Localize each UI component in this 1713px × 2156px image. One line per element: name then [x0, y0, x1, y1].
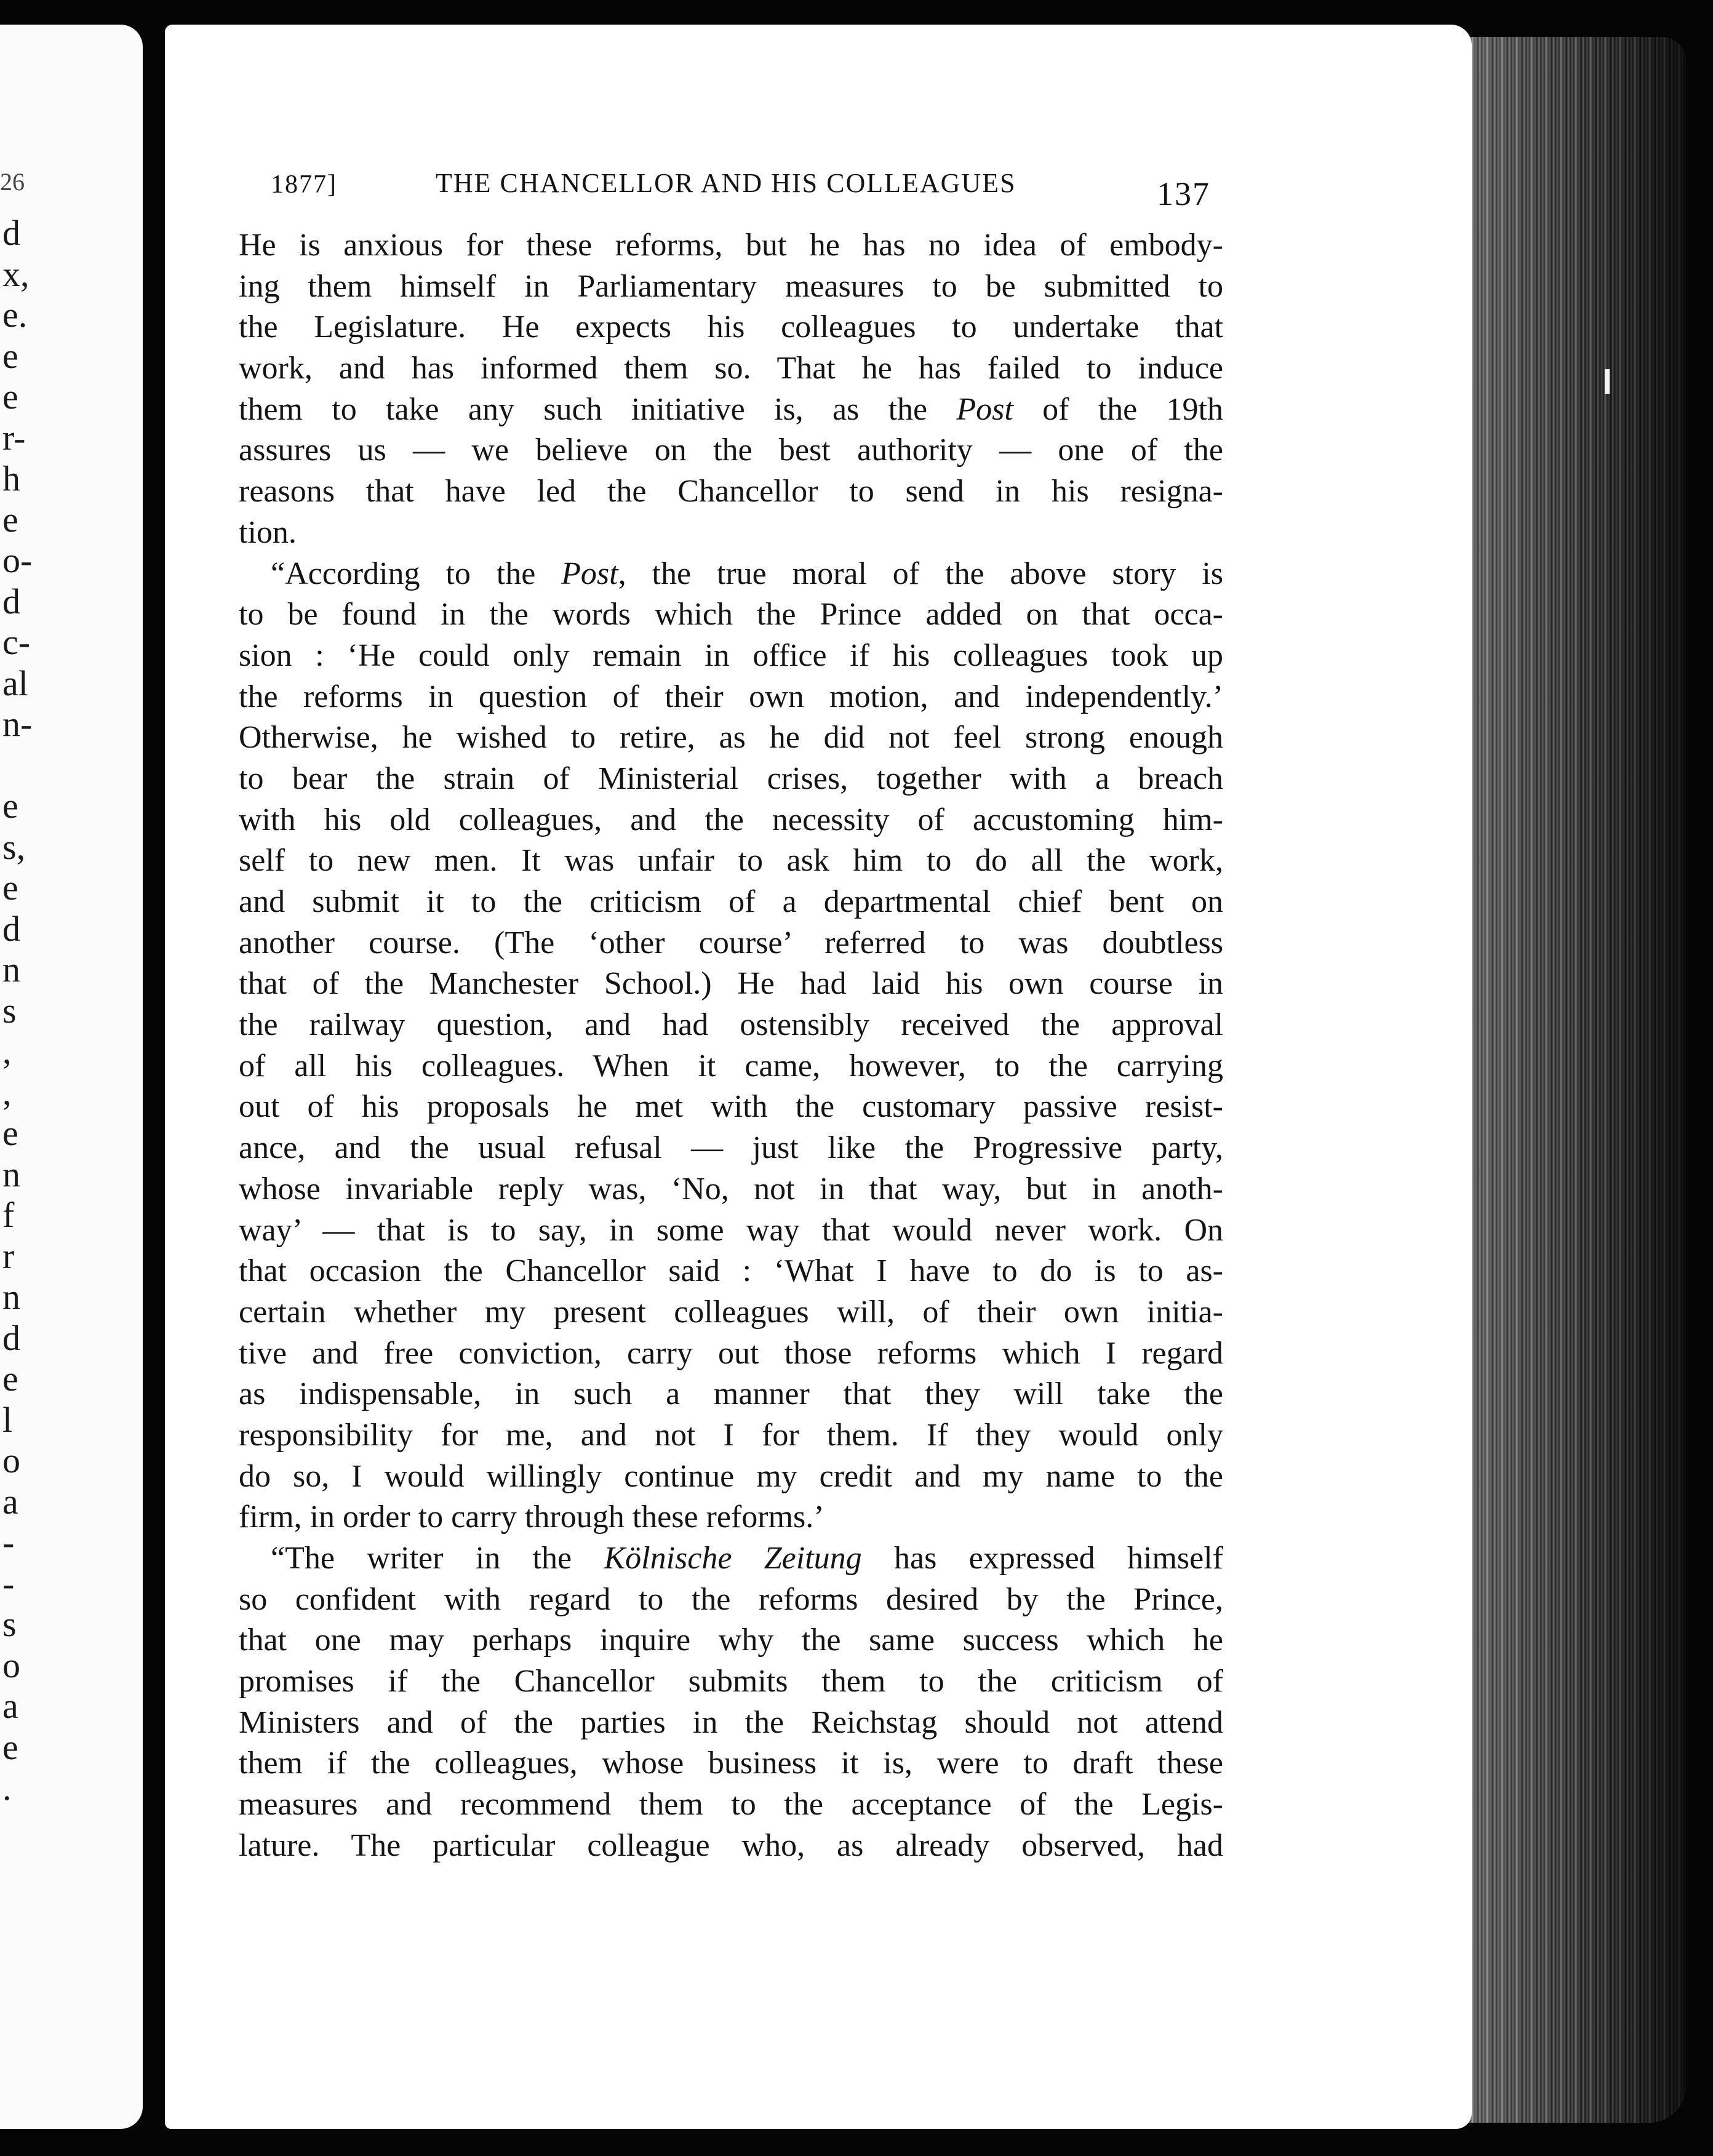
- text-line: firm, in order to carry through these reforms.’: [239, 1499, 825, 1535]
- italic-title: Kölnische Zeitung: [604, 1541, 862, 1576]
- text-line: ance, and the usual refusal — just like the Progressive party,: [239, 1130, 1223, 1166]
- left-page-fragment: .: [2, 1768, 12, 1808]
- left-page-number-fragment: 26: [0, 168, 25, 196]
- left-page-fragment: e: [2, 335, 18, 376]
- left-page-fragment: o: [2, 1645, 20, 1685]
- left-page-fragment: r-: [2, 417, 26, 458]
- italic-title: Post: [956, 391, 1013, 427]
- text-line: self to new men. It was unfair to ask him to do all the work,: [239, 843, 1223, 879]
- left-page-fragment: s,: [2, 826, 26, 867]
- header-year: 1877]: [271, 170, 337, 199]
- text-line: ing them himself in Parliamentary measures to be submitted to: [239, 268, 1223, 304]
- left-page-fragment: l: [2, 1399, 13, 1440]
- text-line: that of the Manchester School.) He had laid his own course in: [239, 966, 1223, 1002]
- left-page-fragment: a: [2, 1481, 18, 1522]
- left-page-fragment: c-: [2, 622, 31, 662]
- text-line: another course. (The ‘other course’ referred to was doubtless: [239, 925, 1223, 960]
- text-line: promises if the Chancellor submits them to the criticism of: [239, 1664, 1223, 1699]
- left-page-fragment: e.: [2, 295, 28, 335]
- left-page-fragment: e: [2, 868, 18, 908]
- text-line: of all his colleagues. When it came, however, to the carrying: [239, 1048, 1223, 1084]
- text-line: He is anxious for these reforms, but he has no idea of embody-: [239, 228, 1223, 263]
- italic-title: Post: [561, 556, 618, 591]
- left-page-fragment: d: [2, 1317, 20, 1358]
- left-page-fragment: n: [2, 1277, 20, 1317]
- left-page-fragment: r: [2, 1236, 15, 1276]
- text-line: certain whether my present colleagues will, of their own initia-: [239, 1294, 1223, 1330]
- left-page-fragment: n: [2, 949, 20, 989]
- edge-mark: [1605, 369, 1610, 394]
- text-line: as indispensable, in such a manner that they will take the: [239, 1376, 1223, 1412]
- left-facing-page: [0, 25, 143, 2129]
- text-line: the reforms in question of their own motion, and independently.’: [239, 679, 1223, 714]
- text-line: lature. The particular colleague who, as already observed, had: [239, 1827, 1223, 1863]
- text-line: responsibility for me, and not I for them. If they would only: [239, 1417, 1223, 1453]
- left-page-fragment: ,: [2, 1031, 12, 1071]
- text-line: with his old colleagues, and the necessity of accustoming him-: [239, 802, 1223, 837]
- left-page-fragment: x,: [2, 254, 30, 294]
- page-number: 137: [1157, 175, 1210, 212]
- left-page-fragment: e: [2, 786, 18, 826]
- text-line: that one may perhaps inquire why the same success which he: [239, 1623, 1223, 1658]
- text-line: “The writer in the Kölnische Zeitung has expressed himself: [271, 1541, 1224, 1576]
- text-line: whose invariable reply was, ‘No, not in that way, but in anoth-: [239, 1171, 1223, 1207]
- left-page-fragment: e: [2, 1113, 18, 1153]
- text-line: work, and has informed them so. That he has failed to induce: [239, 351, 1223, 386]
- left-page-fragment: e: [2, 377, 18, 417]
- text-line: assures us — we believe on the best authority — one of the: [239, 433, 1223, 468]
- text-line: tive and free conviction, carry out those reforms which I regard: [239, 1335, 1223, 1371]
- left-page-fragment: al: [2, 663, 28, 703]
- text-line: out of his proposals he met with the customary passive resist-: [239, 1089, 1223, 1125]
- left-page-fragment: n: [2, 1154, 20, 1194]
- text-line: to be found in the words which the Prince added on that occa-: [239, 597, 1223, 633]
- text-line: that occasion the Chancellor said : ‘What I have to do is to as-: [239, 1253, 1223, 1289]
- running-title: THE CHANCELLOR AND HIS COLLEAGUES: [436, 168, 1016, 198]
- left-page-fragment: d: [2, 213, 20, 253]
- body-text: [239, 225, 1223, 1867]
- left-page-fragment: o-: [2, 540, 33, 580]
- left-page-fragment: s: [2, 990, 17, 1031]
- book-page-edges: [1452, 37, 1686, 2123]
- text-line: the railway question, and had ostensibly received the approval: [239, 1007, 1223, 1043]
- text-line: so confident with regard to the reforms desired by the Prince,: [239, 1581, 1223, 1617]
- left-page-fragment: -: [2, 1563, 15, 1603]
- text-line: the Legislature. He expects his colleagues to undertake that: [239, 309, 1223, 345]
- left-page-fragment: e: [2, 1359, 18, 1399]
- text-line: Ministers and of the parties in the Reichstag should not attend: [239, 1704, 1223, 1740]
- left-page-fragment: s: [2, 1604, 17, 1644]
- text-line: sion : ‘He could only remain in office if his colleagues took up: [239, 637, 1223, 673]
- text-line: reasons that have led the Chancellor to send in his resigna-: [239, 474, 1223, 509]
- left-page-fragment: d: [2, 581, 20, 621]
- text-line: tion.: [239, 514, 297, 550]
- text-line: them to take any such initiative is, as the Post of the 19th: [239, 391, 1223, 427]
- left-page-fragment: -: [2, 1522, 15, 1562]
- left-page-fragment: e: [2, 499, 18, 540]
- text-line: Otherwise, he wished to retire, as he did not feel strong enough: [239, 720, 1223, 756]
- left-page-fragment: h: [2, 458, 20, 498]
- left-page-fragment: a: [2, 1686, 18, 1726]
- left-page-fragment: d: [2, 908, 20, 949]
- left-page-fragment: o: [2, 1440, 20, 1480]
- left-page-fragment: ,: [2, 1072, 12, 1112]
- text-line: way’ — that is to say, in some way that would never work. On: [239, 1212, 1223, 1248]
- left-page-fragment: f: [2, 1195, 15, 1235]
- left-page-fragment: n-: [2, 704, 33, 744]
- text-line: “According to the Post, the true moral of the above story is: [271, 556, 1223, 591]
- text-line: measures and recommend them to the acceptance of the Legis-: [239, 1787, 1223, 1823]
- text-line: to bear the strain of Ministerial crises, together with a breach: [239, 761, 1223, 796]
- left-page-fragment: e: [2, 1727, 18, 1767]
- text-line: them if the colleagues, whose business it is, were to draft these: [239, 1746, 1223, 1781]
- text-line: do so, I would willingly continue my credit and my name to the: [239, 1458, 1223, 1494]
- running-header: [271, 161, 1210, 212]
- text-line: and submit it to the criticism of a departmental chief bent on: [239, 884, 1223, 919]
